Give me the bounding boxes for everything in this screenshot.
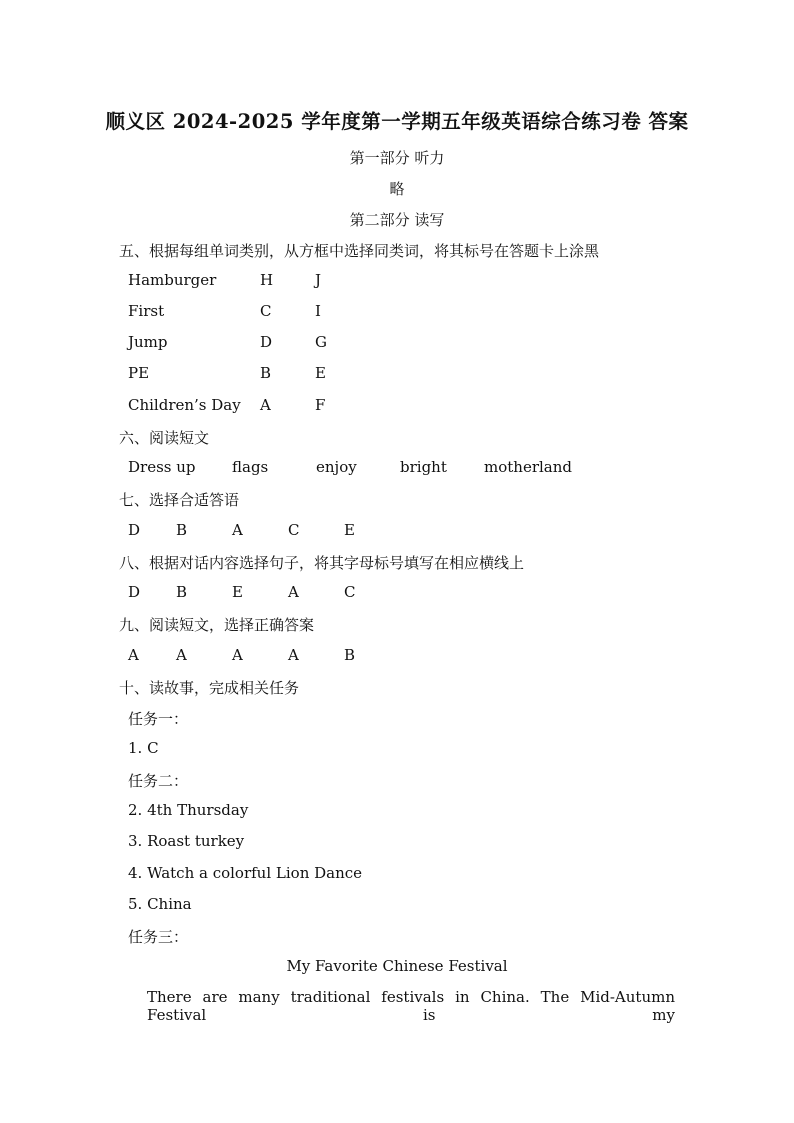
row-answer-a: H [260,271,274,289]
section8-heading: 八、根据对话内容选择句子，将其字母标号填写在相应横线上 [119,554,525,572]
row-answer-a: C [260,302,272,320]
row-answer-b: E [315,364,326,382]
answer-item: motherland [484,458,572,476]
answer-item: A [232,521,243,539]
part1-heading: 第一部分 听力 [349,149,445,167]
answer-item: D [128,583,141,601]
task2-answer: 5. China [128,895,192,913]
task1-answer: 1. C [128,739,159,757]
answer-item: A [288,646,299,664]
task2-label: 任务二： [128,772,189,790]
section10-heading: 十、读故事，完成相关任务 [119,679,300,697]
answer-item: E [344,521,355,539]
task1-label: 任务一： [128,710,189,728]
row-answer-a: D [260,333,273,351]
answer-item: A [176,646,187,664]
answer-item: B [176,521,188,539]
answer-item: A [128,646,139,664]
answer-item: C [344,583,356,601]
task2-answer: 2. 4th Thursday [128,801,249,819]
answer-item: A [232,646,243,664]
answer-item: D [128,521,141,539]
answer-item: Dress up [128,458,196,476]
row-answer-a: B [260,364,272,382]
row-word: Jump [128,333,168,351]
row-answer-b: J [315,271,322,289]
task2-answer: 3. Roast turkey [128,832,245,850]
row-answer-b: F [315,396,326,414]
answer-item: bright [400,458,447,476]
row-answer-b: I [315,302,321,320]
answer-item: B [176,583,188,601]
section6-heading: 六、阅读短文 [119,429,210,447]
row-word: Children’s Day [128,396,241,414]
essay-title: My Favorite Chinese Festival [286,957,508,975]
essay-paragraph: There are many traditional festivals in China. The Mid-Autumn Festival is my [147,988,675,1024]
section9-heading: 九、阅读短文，选择正确答案 [119,616,315,634]
answer-item: E [232,583,243,601]
section7-heading: 七、选择合适答语 [119,491,240,509]
answer-item: A [288,583,299,601]
answer-item: B [344,646,356,664]
task3-label: 任务三： [128,928,189,946]
part1-note: 略 [389,180,405,198]
part2-heading: 第二部分 读写 [349,211,445,229]
row-answer-a: A [260,396,271,414]
row-word: Hamburger [128,271,217,289]
answer-item: flags [232,458,269,476]
task2-answer: 4. Watch a colorful Lion Dance [128,864,363,882]
answer-item: C [288,521,300,539]
row-word: First [128,302,165,320]
answer-item: enjoy [316,458,357,476]
row-answer-b: G [315,333,327,351]
section5-heading: 五、根据每组单词类别，从方框中选择同类词，将其标号在答题卡上涂黑 [119,242,600,260]
page-title: 顺义区 2024-2025 学年度第一学期五年级英语综合练习卷 答案 [105,110,689,133]
row-word: PE [128,364,150,382]
